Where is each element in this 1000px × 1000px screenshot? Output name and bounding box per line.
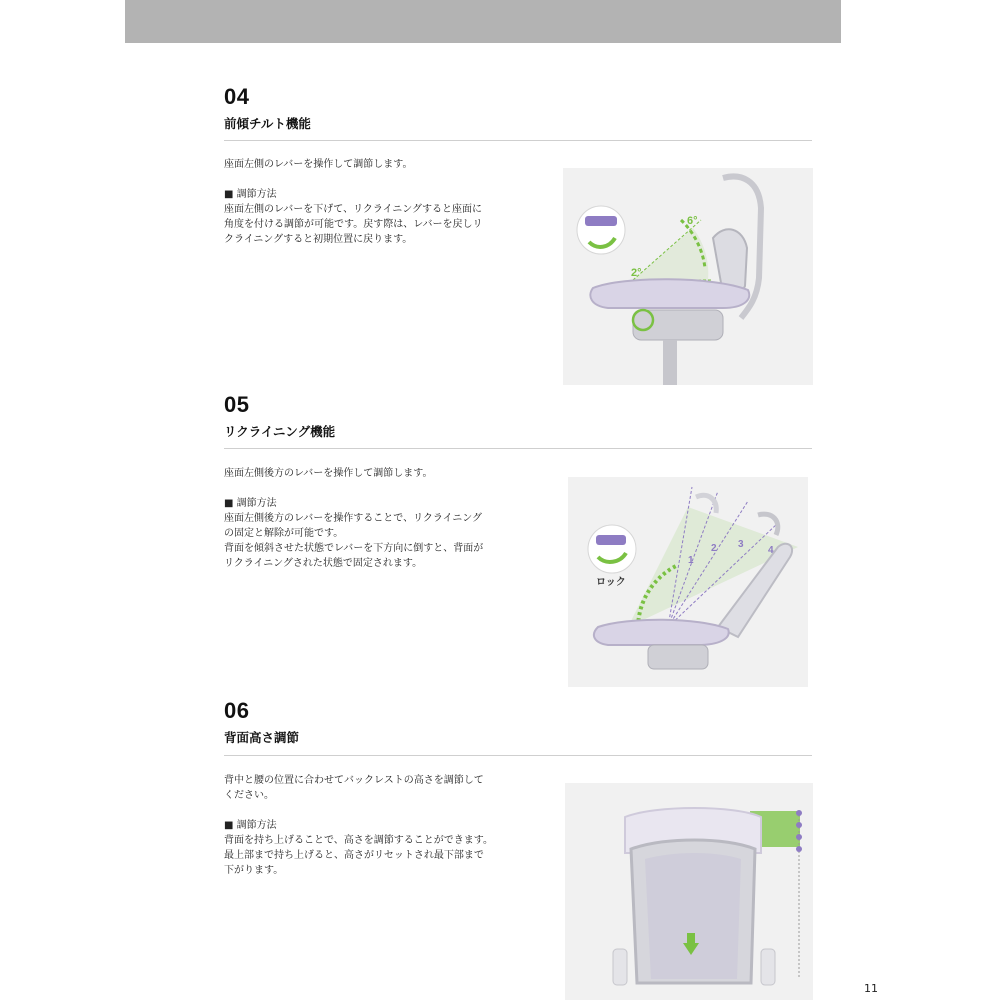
header-bar [125, 0, 841, 43]
divider [224, 140, 812, 141]
divider [224, 448, 812, 449]
section-number: 04 [224, 84, 250, 109]
step-label-2: 2 [711, 543, 717, 554]
step-label-1: 1 [688, 555, 694, 566]
section-title: 背面高さ調節 [224, 730, 300, 745]
section-number: 05 [224, 392, 250, 417]
section-body: 座面左側のレバーを操作して調節します。 ■ 調節方法 座面左側のレバーを下げて、リクライニングすると座面に 角度を付ける調節が可能です。戻す際は、レバーを戻しリ クライニングすると初期位置に戻ります。 [224, 159, 483, 245]
recline-illustration [568, 477, 808, 687]
section-body: 座面左側後方のレバーを操作して調節します。 ■ 調節方法 座面左側後方のレバーを操作することで、リクライニング の固定と解除が可能です。 背面を傾斜させた状態でレバーを下方向に倒すと、背面が リクライニングされた状態で固定されます。 [224, 468, 484, 569]
angle-label-top: 6° [687, 215, 698, 227]
page-number: 11 [864, 982, 878, 995]
step-label-4: 4 [768, 545, 774, 556]
section-title: 前傾チルト機能 [224, 116, 311, 131]
divider [224, 755, 812, 756]
section-body: 背中と腰の位置に合わせてバックレストの高さを調節して ください。 ■ 調節方法 背面を持ち上げることで、高さを調節することができます。 最上部まで持ち上げると、高さがリセットされ最下部まで 下がります。 [224, 775, 493, 876]
section-title: リクライニング機能 [224, 424, 336, 439]
backrest-height-illustration [565, 783, 813, 1000]
section-05-heading [224, 392, 812, 440]
section-number: 06 [224, 698, 250, 723]
lock-label: ロック [596, 577, 626, 588]
angle-label-bottom: 2° [631, 267, 642, 279]
section-06-heading [224, 698, 812, 746]
tilt-illustration [563, 168, 813, 385]
section-04-heading [224, 84, 812, 132]
step-label-3: 3 [738, 539, 744, 550]
